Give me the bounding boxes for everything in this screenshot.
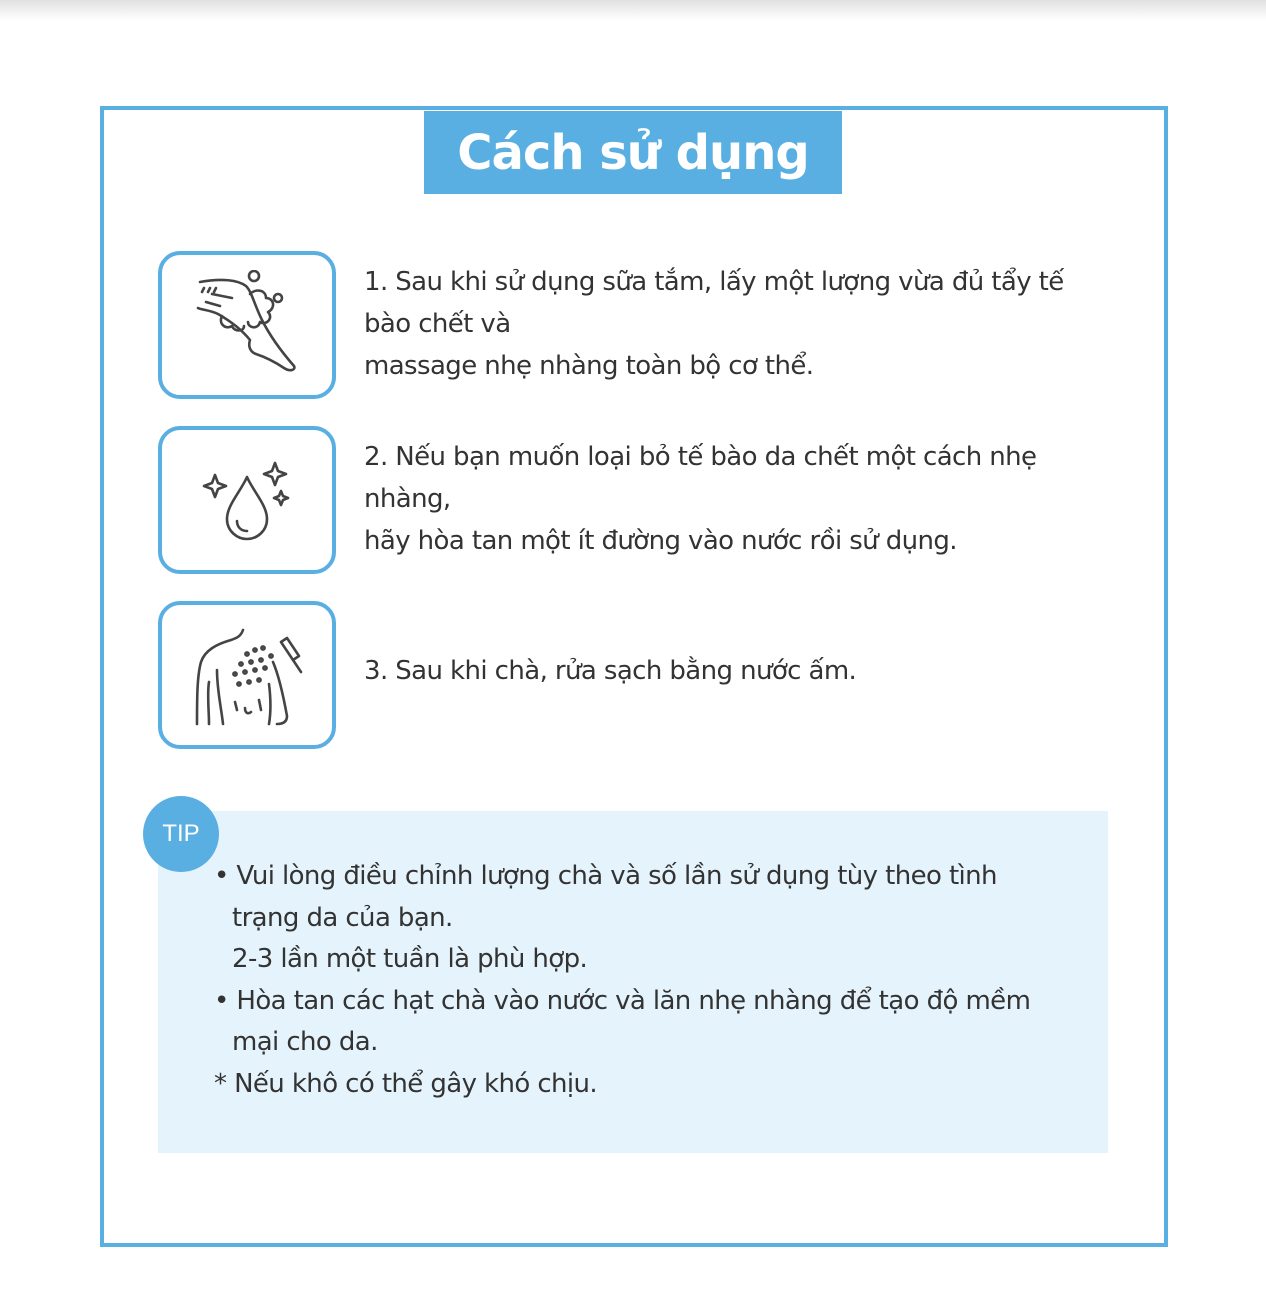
step-2-line-1: 2. Nếu bạn muốn loại bỏ tế bào da chết một cách nhẹ (364, 442, 1037, 472)
step-3-line-1: 3. Sau khi chà, rửa sạch bằng nước ấm. (364, 656, 857, 686)
tip-content (214, 856, 1094, 1105)
step-2-text (364, 436, 1104, 562)
step-1-line-3: massage nhẹ nhàng toàn bộ cơ thể. (364, 351, 814, 381)
top-shadow (0, 0, 1266, 20)
step-3 (158, 601, 1098, 747)
title-banner (424, 111, 842, 194)
tip-badge: TIP (143, 796, 219, 872)
step-3-icon-frame (158, 601, 336, 749)
step-3-text (364, 650, 1104, 692)
tip-line-4: • Hòa tan các hạt chà vào nước và lăn nhẹ nhàng để tạo độ mềm (214, 985, 1031, 1016)
shower-body-icon (187, 620, 307, 730)
tip-line-6: * Nếu khô có thể gây khó chịu. (214, 1068, 598, 1099)
exfoliate-leg-icon (192, 270, 302, 380)
step-2-line-3: hãy hòa tan một ít đường vào nước rồi sử dụng. (364, 526, 957, 556)
step-1-line-2: bào chết và (364, 309, 511, 339)
water-drop-sparkle-icon (197, 455, 297, 545)
step-1-icon-frame (158, 251, 336, 399)
step-2 (158, 426, 1098, 572)
step-2-icon-frame (158, 426, 336, 574)
step-1-text (364, 261, 1104, 387)
tip-line-5: mại cho da. (232, 1027, 378, 1057)
tip-line-2: trạng da của bạn. (232, 902, 453, 933)
tip-line-3: 2-3 lần một tuần là phù hợp. (232, 944, 588, 974)
step-1 (158, 251, 1098, 397)
step-2-line-2: nhàng, (364, 484, 451, 514)
page-title: Cách sử dụng (457, 124, 809, 181)
step-1-line-1: 1. Sau khi sử dụng sữa tắm, lấy một lượng vừa đủ tẩy tế (364, 267, 1064, 297)
tip-line-1: • Vui lòng điều chỉnh lượng chà và số lần sử dụng tùy theo tình (214, 861, 997, 891)
